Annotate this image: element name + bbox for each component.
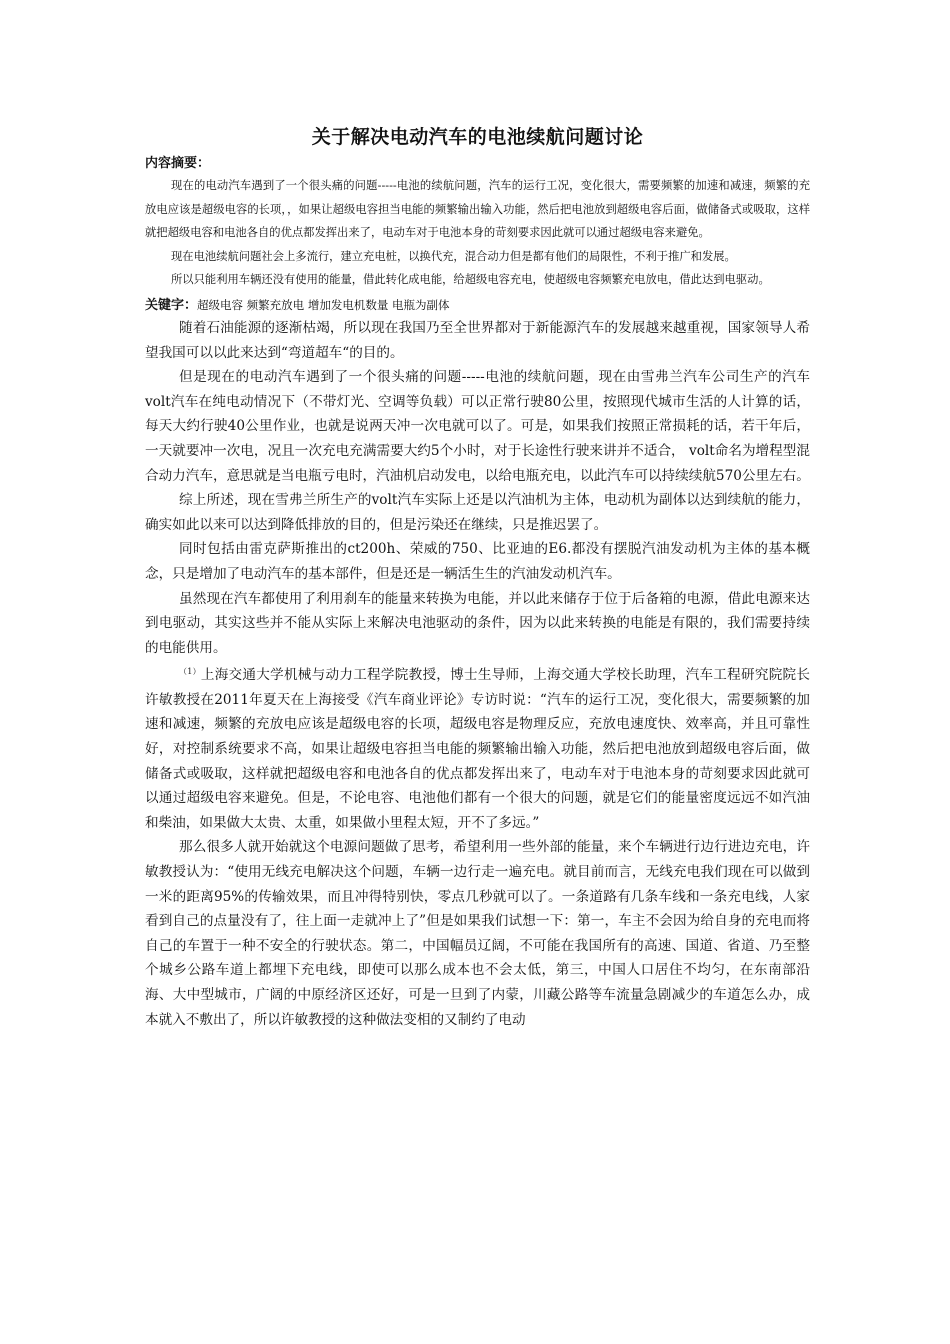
abstract-paragraph-1: 现在的电动汽车遇到了一个很头痛的问题-----电池的续航问题，汽车的运行工况，变化很大，需要频繁的加速和减速，频繁的充放电应该是超级电容的长项，，如果让超级电容担当电能的频繁输出输入功能，然后把电池放到超级电容后面，做储备式或吸取，这样就把超级电容和电池各自的优点都发挥出来了，电动车对于电池本身的苛刻要求因此就可以通过超级电容来避免。 bbox=[145, 179, 810, 240]
keywords-label: 关键字： bbox=[145, 297, 198, 313]
quote-text: 上海交通大学机械与动力工程学院教授，博士生导师，上海交通大学校长助理，汽车工程研究院院长许敏教授在2011年夏天在上海接受《汽车商业评论》专访时说：“汽车的运行工况，变化很大，需要频繁的加速和减速，频繁的充放电应该是超级电容的长项，超级电容是物理反应，充放电速度快、效率高，并且可靠性好，对控制系统要求不高，如果让超级电容担当电能的频繁输出输入功能，然后把电池放到超级电容后面，做储备式或吸取，这样就把超级电容和电池各自的优点都发挥出来了，电动车对于电池本身的苛刻要求因此就可以通过超级电容来避免。但是，不论电容、电池他们都有一个很大的问题，就是它们的能量密度远远不如汽油和柴油，如果做大太贵、太重，如果做小里程太短，开不了多远。” bbox=[145, 667, 810, 831]
document-title: 关于解决电动汽车的电池续航问题讨论 bbox=[311, 126, 644, 148]
footnote-mark: （1） bbox=[179, 667, 201, 677]
body-paragraph-2: 但是现在的电动汽车遇到了一个很头痛的问题-----电池的续航问题，现在由雪弗兰汽车公司生产的汽车volt汽车在纯电动情况下（不带灯光、空调等负载）可以正常行驶80公里，按照现代城市生活的人计算的话，每天大约行驶40公里作业，也就是说两天冲一次电就可以了。可是，如果我们按照正常损耗的话，若干年后，一天就要冲一次电，况且一次充电充满需要大约5个小时，对于长途性行驶来讲并不适合， volt命名为增程型混合动力汽车，意思就是当电瓶亏电时，汽油机启动发电，以给电瓶充电，以此汽车可以持续续航570公里左右。 bbox=[145, 369, 810, 484]
keywords-text: 超级电容 频繁充放电 增加发电机数量 电瓶为副体 bbox=[197, 297, 450, 312]
body-paragraph-4: 同时包括由雷克萨斯推出的ct200h、荣威的750、比亚迪的E6.都没有摆脱汽油发动机为主体的基本概念，只是增加了电动汽车的基本部件，但是还是一辆活生生的汽油发动机汽车。 bbox=[145, 541, 810, 582]
body-paragraph-3: 综上所述，现在雪弗兰所生产的volt汽车实际上还是以汽油机为主体，电动机为副体以达到续航的能力，确实如此以来可以达到降低排放的目的，但是污染还在继续，只是推迟罢了。 bbox=[145, 492, 810, 533]
document-body bbox=[145, 122, 810, 1032]
body-paragraph-5: 虽然现在汽车都使用了利用刹车的能量来转换为电能，并以此来储存于位于后备箱的电源，借此电源来达到电驱动，其实这些并不能从实际上来解决电池驱动的条件，因为以此来转换的电能是有限的，我们需要持续的电能供用。 bbox=[145, 590, 810, 656]
abstract-paragraph-3: 所以只能利用车辆还没有使用的能量，借此转化成电能，给超级电容充电，使超级电容频繁充电放电，借此达到电驱动。 bbox=[171, 273, 770, 287]
final-paragraph: 那么很多人就开始就这个电源问题做了思考，希望利用一些外部的能量，来个车辆进行边行进边充电，许敏教授认为：“使用无线充电解决这个问题，车辆一边行走一遍充电。就目前而言，无线充电我们现在可以做到一米的距离95%的传输效果，而且冲得特别快，零点几秒就可以了。一条道路有几条车线和一条充电线，人家看到自己的点量没有了，往上面一走就冲上了”但是如果我们试想一下：第一，车主不会因为给自身的充电而将自己的车置于一种不安全的行驶状态。第二，中国幅员辽阔，不可能在我国所有的高速、国道、省道、乃至整个城乡公路车道上都埋下充电线，即使可以那么成本也不会太低，第三，中国人口居住不均匀，在东南部沿海、大中型城市，广阔的中原经济区还好，可是一旦到了内蒙，川藏公路等车流量急剧减少的车道怎么办，成本就入不敷出了，所以许敏教授的这种做法变相的又制约了电动 bbox=[145, 839, 810, 1028]
abstract-paragraph-2: 现在电池续航问题社会上多流行，建立充电桩，以换代充，混合动力但是都有他们的局限性，不利于推广和发展。 bbox=[171, 249, 736, 263]
keywords-line bbox=[145, 294, 810, 316]
quote-paragraph bbox=[145, 660, 810, 835]
abstract-label: 内容摘要： bbox=[145, 156, 211, 171]
body-paragraph-1: 随着石油能源的逐渐枯竭，所以现在我国乃至全世界都对于新能源汽车的发展越来越重视，国家领导人希望我国可以以此来达到“弯道超车“的目的。 bbox=[145, 319, 810, 361]
